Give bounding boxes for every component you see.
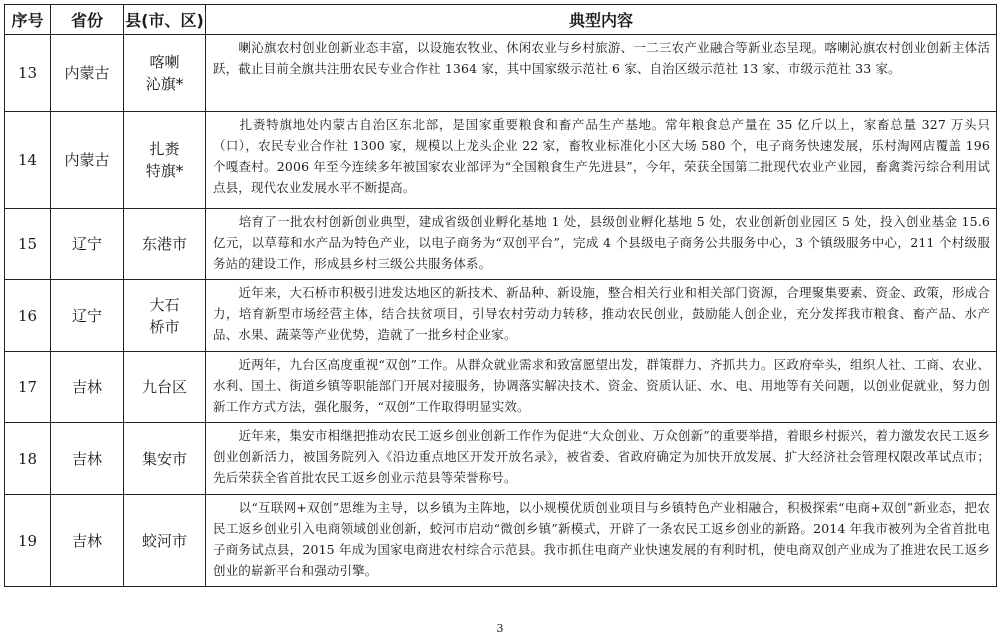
- header-province: 省份: [51, 5, 124, 35]
- row-county: 集安市: [124, 423, 206, 495]
- row-province: 辽宁: [51, 209, 124, 280]
- table-row: [5, 423, 997, 495]
- row-content: 培育了一批农村创新创业典型，建成省级创业孵化基地 1 处，县级创业孵化基地 5 处，农业创新创业园区 5 处，投入创业基金 15.6 亿元，以草莓和水产品为特色产业，以电子商务为“双创平台”，完成 4 个县级电子商务公共服务中心，3 个镇级服务中心，211 个村级服务站的建设工作，形成县乡村三级公共服务体系。: [206, 209, 997, 280]
- row-number: 13: [5, 35, 51, 112]
- table-row: [5, 209, 997, 280]
- row-province: 内蒙古: [51, 112, 124, 209]
- page-number: 3: [496, 622, 504, 635]
- row-province: 内蒙古: [51, 35, 124, 112]
- row-county: 扎赉 特旗*: [124, 112, 206, 209]
- table-row: [5, 352, 997, 423]
- row-province: 吉林: [51, 495, 124, 587]
- table-row: [5, 280, 997, 352]
- table-row: [5, 35, 997, 112]
- row-number: 19: [5, 495, 51, 587]
- row-province: 吉林: [51, 423, 124, 495]
- table-row: [5, 495, 997, 587]
- typical-cases-table: [4, 4, 997, 587]
- header-no: 序号: [5, 5, 51, 35]
- table-row: [5, 112, 997, 209]
- row-content: 近年来，大石桥市积极引进发达地区的新技术、新品种、新设施，整合相关行业和相关部门资源，合理聚集要素、资金、政策，形成合力，培育新型市场经营主体，结合扶贫项目，引导农村劳动力转移，推动农民创业，鼓励能人创企业，充分发挥我市粮食、畜产品、水产品、水果、蔬菜等产业优势，造就了一批乡村企业家。: [206, 280, 997, 352]
- header-county: 县(市、区): [124, 5, 206, 35]
- row-number: 15: [5, 209, 51, 280]
- row-number: 18: [5, 423, 51, 495]
- row-number: 16: [5, 280, 51, 352]
- row-content: 喇沁旗农村创业创新业态丰富，以设施农牧业、休闲农业与乡村旅游、一二三农产业融合等新业态呈现。喀喇沁旗农村创业创新主体活跃，截止目前全旗共注册农民专业合作社 1364 家，其中国家级示范社 6 家、自治区级示范社 13 家、市级示范社 33 家。: [206, 35, 997, 112]
- row-county: 东港市: [124, 209, 206, 280]
- row-number: 14: [5, 112, 51, 209]
- row-county: 蛟河市: [124, 495, 206, 587]
- row-number: 17: [5, 352, 51, 423]
- row-content: 扎赉特旗地处内蒙古自治区东北部，是国家重要粮食和畜产品生产基地。常年粮食总产量在 35 亿斤以上，家畜总量 327 万头只（口），农民专业合作社 1300 家，规模以上龙头企业 22 家，畜牧业标准化小区大场 580 个，电子商务快速发展，乐村淘网店覆盖 196 个嘎查村。2006 年至今连续多年被国家农业部评为“全国粮食生产先进县”，今年，荣获全国第二批现代农业产业园，畜禽粪污综合利用试点县，现代农业发展水平不断提高。: [206, 112, 997, 209]
- row-province: 辽宁: [51, 280, 124, 352]
- row-province: 吉林: [51, 352, 124, 423]
- row-county: 大石 桥市: [124, 280, 206, 352]
- row-county: 喀喇 沁旗*: [124, 35, 206, 112]
- row-content: 以“互联网+双创”思维为主导，以乡镇为主阵地，以小规模优质创业项目与乡镇特色产业相融合，积极探索“电商+双创”新业态，把农民工返乡创业引入电商领域创业创新，蛟河市启动“微创乡镇”新模式，开辟了一条农民工返乡创业的新路。2014 年我市被列为全省首批电子商务试点县，2015 年成为国家电商进农村综合示范县。我市抓住电商产业快速发展的有利时机，使电商双创产业成为了推进农民工返乡创业的崭新平台和强动引擎。: [206, 495, 997, 587]
- row-content: 近年来，集安市相继把推动农民工返乡创业创新工作作为促进“大众创业、万众创新”的重要举措，着眼乡村振兴，着力激发农民工返乡创业创新活力，被国务院列入《沿边重点地区开发开放名录》，被省委、省政府确定为加快开放发展、扩大经济社会管理权限改革试点市；先后荣获全省首批农民工返乡创业示范县等荣誉称号。: [206, 423, 997, 495]
- header-content: 典型内容: [206, 5, 997, 35]
- row-county: 九台区: [124, 352, 206, 423]
- table-header-row: [5, 5, 997, 35]
- row-content: 近两年，九台区高度重视“双创”工作。从群众就业需求和致富愿望出发，群策群力、齐抓共力。区政府牵头，组织人社、工商、农业、水利、国土、街道乡镇等职能部门开展对接服务，协调落实解决技术、资金、资质认证、水、电、用地等有关问题，以创业促就业，努力创新工作方式方法，强化服务，“双创”工作取得明显实效。: [206, 352, 997, 423]
